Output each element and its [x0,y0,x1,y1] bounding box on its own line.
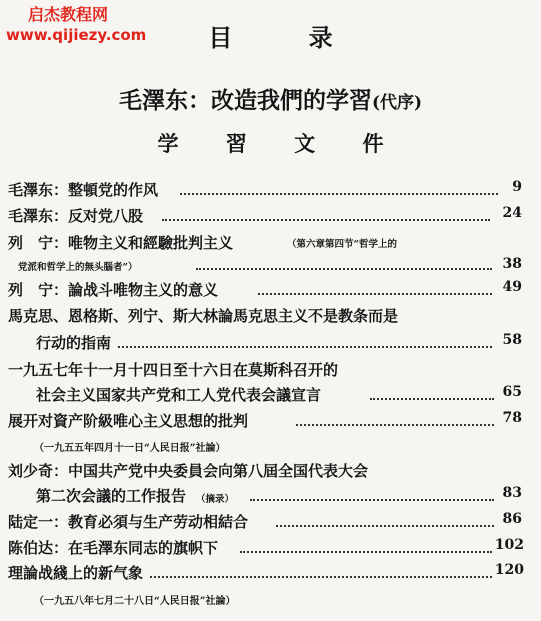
toc-entry-title: 馬克思、恩格斯、列宁、斯大林論馬克思主义不是教条而是 [8,307,399,325]
toc-entry [0,410,541,434]
toc-entry-title: 毛澤东：反对党八股 [8,207,144,225]
page-title: 目 录 [208,23,367,52]
toc-entry-title: 党派和哲学上的無头腦者”） [18,262,138,273]
preface-title-main: 毛澤东：改造我們的学習 [118,87,372,114]
toc-entry [0,305,541,329]
source-note: （一九五五年四月十一日“人民日报”社論） [34,443,226,454]
toc-entry-title: 展开对資产阶級唯心主义思想的批判 [8,412,249,430]
dot-leader [296,422,494,426]
dot-leader [276,523,494,527]
dot-leader [240,549,492,553]
toc-entry-title: 列 宁：論战斗唯物主义的意义 [8,281,219,299]
dot-leader [196,266,492,270]
dot-leader [370,396,494,400]
toc-entry-title: 理論战綫上的新气象 [8,564,144,582]
watermark-site-url: www.qijiezy.com [6,26,147,44]
toc-entry-page: 86 [502,511,522,527]
toc-entry [0,511,541,535]
dot-leader [250,497,494,501]
toc-entry-note: （摘录） [196,494,235,505]
dot-leader [118,344,492,348]
preface-title-tag: (代序) [371,93,423,113]
toc-entry-note: （第六章第四节“哲学上的 [287,239,397,250]
preface-title [0,82,541,115]
toc-entry-source [0,589,541,613]
dot-leader [180,191,498,195]
toc-entry [0,485,541,509]
toc-entry-title: 社会主义国家共产党和工人党代表会議宣言 [36,386,322,404]
toc-entry-page: 102 [494,537,524,553]
toc-entry-title: 毛澤东：整頓党的作风 [8,181,159,199]
toc-entry [0,205,541,229]
toc-entry-page: 120 [494,562,524,578]
toc-entry [0,232,541,256]
toc-entry [0,332,541,356]
toc-entry [0,460,541,484]
toc-entry-page: 78 [502,410,522,426]
toc-entry-page: 24 [502,205,522,221]
toc-entry-page: 49 [502,279,522,295]
toc-entry [0,384,541,408]
toc-entry [0,537,541,561]
dot-leader [162,217,490,221]
watermark-site-name: 启杰教程网 [28,5,109,24]
dot-leader [150,574,492,578]
dot-leader [258,291,492,295]
toc-entry-page: 9 [512,179,522,195]
toc-entry-source [0,435,541,459]
toc-entry-page: 83 [502,485,522,501]
toc-entry-title: 一九五七年十一月十四日至十六日在莫斯科召开的 [8,361,339,379]
toc-entry [0,279,541,303]
source-note: （一九五八年七月二十八日“人民日报”社論） [34,596,236,607]
toc-entry [0,256,541,280]
toc-entry-title: 陈伯达：在毛澤东同志的旗帜下 [8,539,219,557]
toc-entry-title: 列 宁：唯物主义和經驗批判主义 [8,234,234,252]
toc-entry [0,359,541,383]
toc-entry-title: 行动的指南 [36,334,112,352]
section-heading: 学 習 文 件 [157,131,404,156]
toc-entry-page: 58 [502,332,522,348]
toc-entry-title: 刘少奇：中国共产党中央委員会向第八屆全国代表大会 [8,462,369,480]
toc-entry [0,179,541,203]
toc-entry-title: 陆定一：教育必須与生产劳动相結合 [8,513,249,531]
toc-entry-title: 第二次会議的工作报告 [36,487,187,505]
toc-entry [0,562,541,586]
toc-entry-page: 65 [502,384,522,400]
toc-entry-page: 38 [502,256,522,272]
